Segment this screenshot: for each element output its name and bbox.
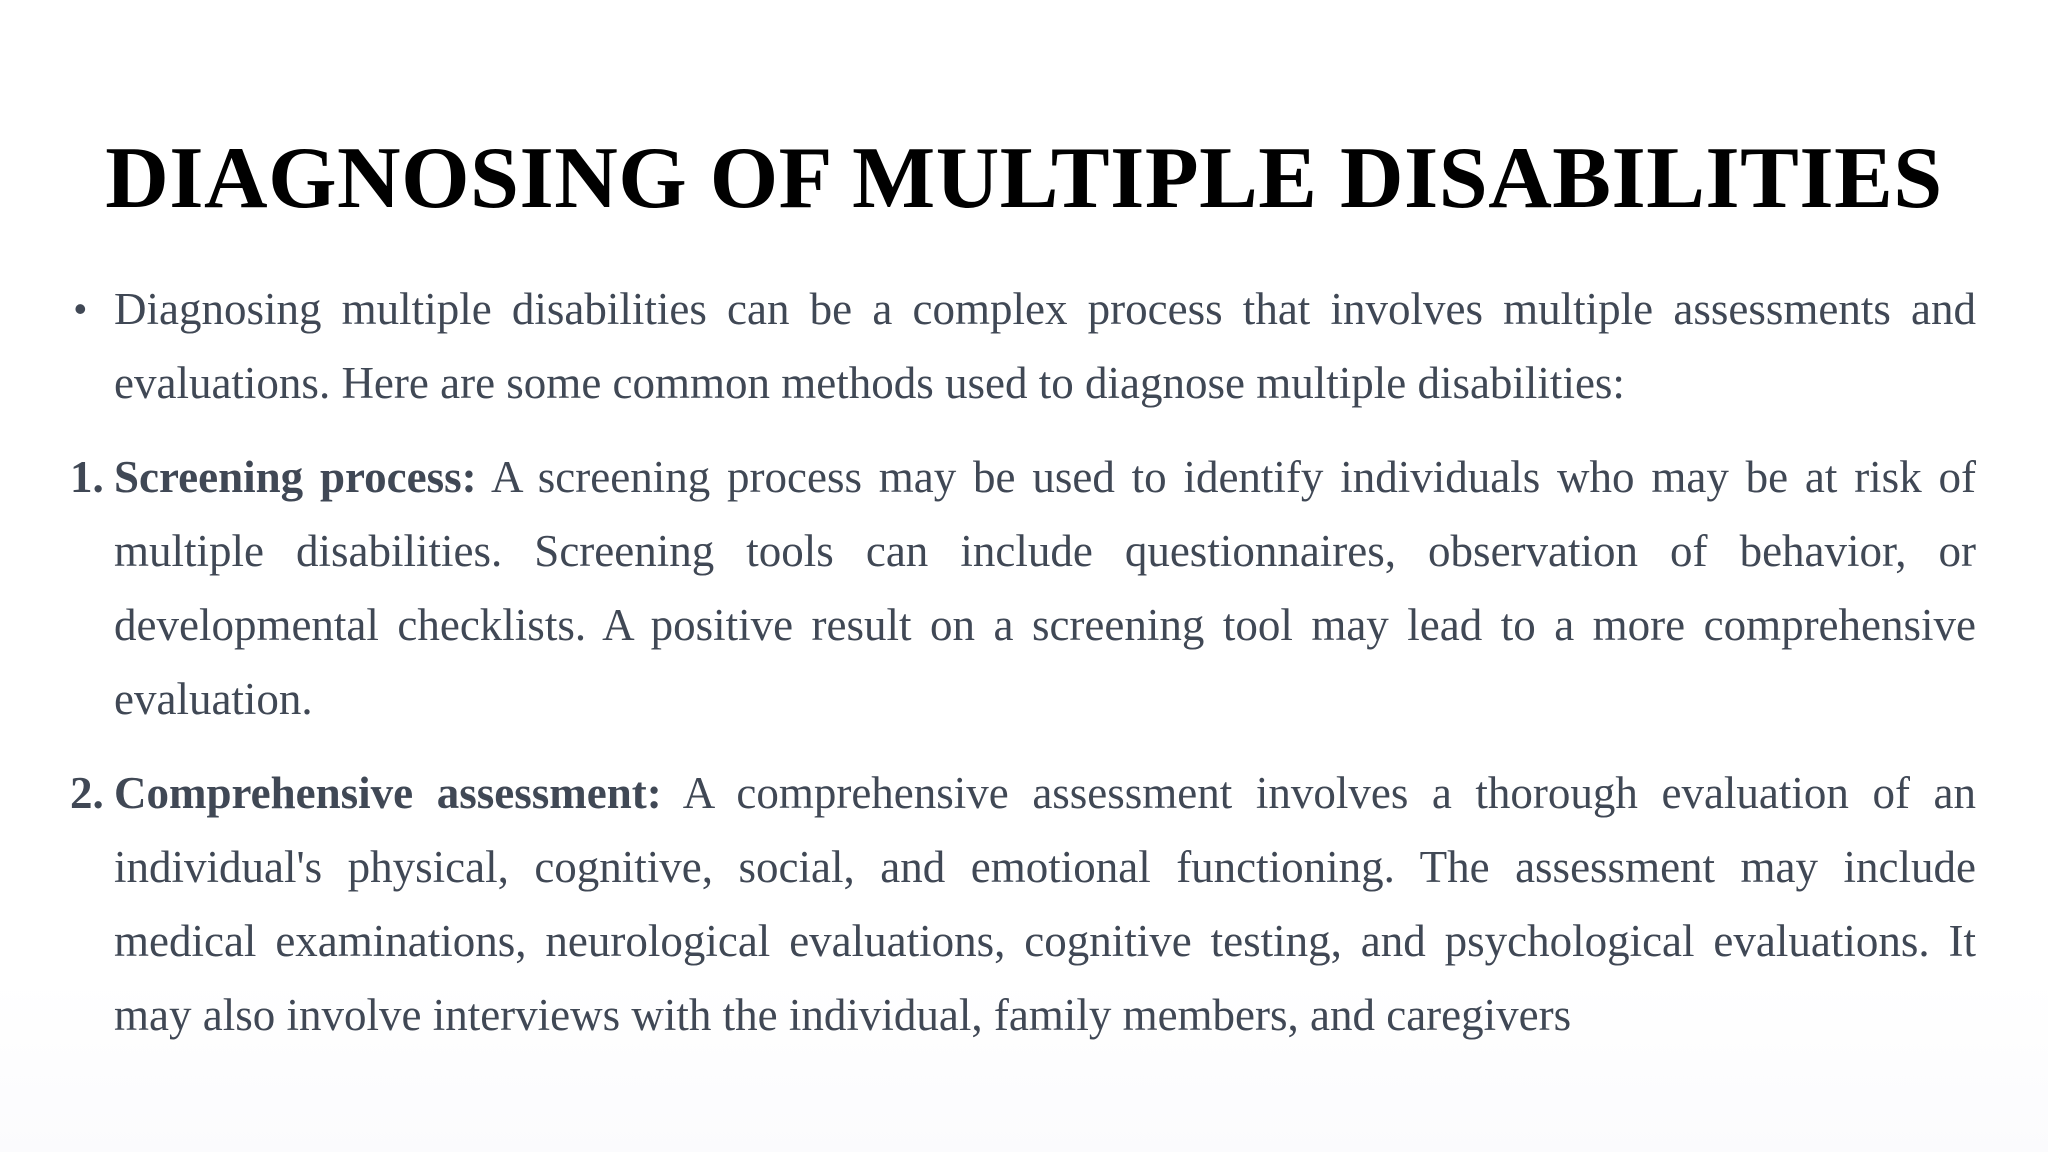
slide-content: [72, 272, 1976, 1052]
list-item-screening: [72, 440, 1976, 736]
bullet-marker: •: [74, 288, 87, 329]
intro-bullet-item: [72, 272, 1976, 420]
intro-text: Diagnosing multiple disabilities can be a complex process that involves multiple assessments and evaluations. Here are some common methods used to diagnose multiple disabilities:: [114, 284, 1976, 408]
list-item-text: A comprehensive assessment involves a thorough evaluation of an individual's physical, cognitive, social, and emotional functioning. The assessment may include medical examinations, neurological evaluations, cognitive testing, and psychological evaluations. It may also involve interviews with the individual, family members, and caregivers: [114, 768, 1976, 1040]
list-item-text: A screening process may be used to identify individuals who may be at risk of multiple disabilities. Screening tools can include questionnaires, observation of behavior, or developmental checklists. A positive result on a screening tool may lead to a more comprehensive evaluation.: [114, 452, 1976, 724]
list-item-heading: Comprehensive assessment:: [114, 768, 662, 818]
list-number: 1.: [70, 452, 104, 502]
slide-title: DIAGNOSING OF MULTIPLE DISABILITIES: [105, 130, 1943, 227]
list-item-comprehensive-assessment: [72, 756, 1976, 1052]
list-number: 2.: [70, 768, 104, 818]
list-item-heading: Screening process:: [114, 452, 477, 502]
